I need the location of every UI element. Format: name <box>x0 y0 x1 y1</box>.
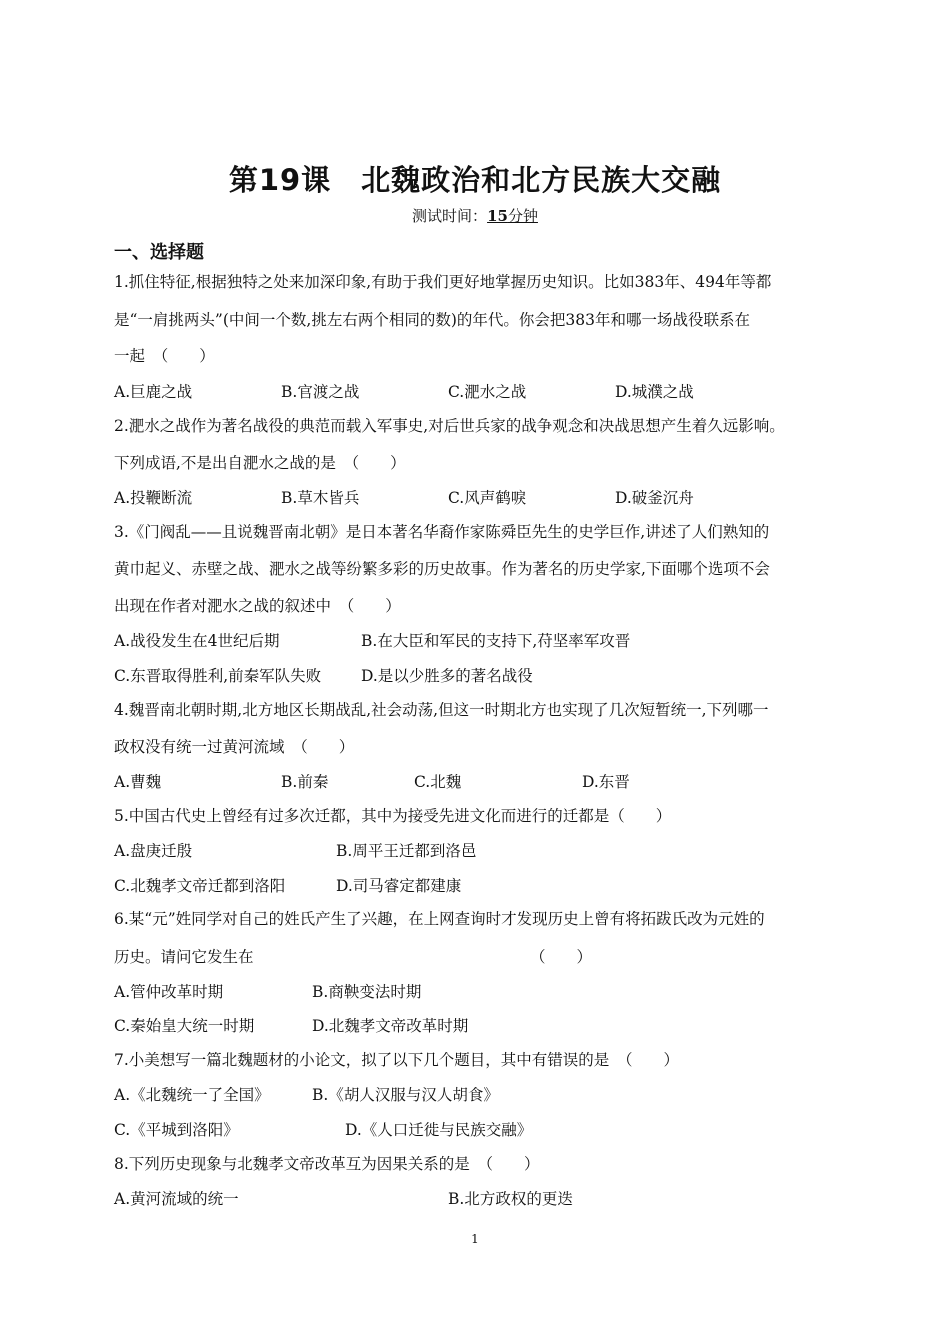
question-1-option-c: C.淝水之战 <box>448 383 527 401</box>
question-8-option-a: A.黄河流域的统一 <box>114 1190 239 1208</box>
time-label: 测试时间： <box>412 207 488 225</box>
question-4-line-1: 4.魏晋南北朝时期,北方地区长期战乱,社会动荡,但这一时期北方也实现了几次短暂统一,下列哪一 <box>114 701 769 719</box>
question-8-option-b: B.北方政权的更迭 <box>448 1190 573 1208</box>
question-4-option-d: D.东晋 <box>582 773 630 791</box>
question-2-option-c: C.风声鹤唳 <box>448 489 527 507</box>
question-7-option-b: B.《胡人汉服与汉人胡食》 <box>312 1086 499 1104</box>
page-title: 第19课 北魏政治和北方民族大交融 <box>228 163 722 197</box>
question-5-option-a: A.盘庚迁殷 <box>114 842 193 860</box>
question-6-line-1: 6.某“元”姓同学对自己的姓氏产生了兴趣，在上网查询时才发现历史上曾有将拓跋氏改为元姓的 <box>114 910 765 928</box>
question-7-line-1: 7.小美想写一篇北魏题材的小论文，拟了以下几个题目，其中有错误的是 （ ） <box>114 1051 680 1069</box>
question-6-option-b: B.商鞅变法时期 <box>312 983 422 1001</box>
time-value: 15 <box>487 207 508 225</box>
question-1-line-1: 1.抓住特征,根据独特之处来加深印象,有助于我们更好地掌握历史知识。比如383年、494年等都 <box>114 273 772 291</box>
question-1-option-a: A.巨鹿之战 <box>114 383 193 401</box>
question-4-option-c: C.北魏 <box>414 773 462 791</box>
question-6-option-d: D.北魏孝文帝改革时期 <box>312 1017 469 1035</box>
question-5-option-d: D.司马睿定都建康 <box>336 877 462 895</box>
question-1-line-3: 一起 （ ） <box>114 347 215 365</box>
question-7-option-d: D.《人口迁徙与民族交融》 <box>345 1121 533 1139</box>
question-6-option-a: A.管仲改革时期 <box>114 983 224 1001</box>
question-7-option-c: C.《平城到洛阳》 <box>114 1121 239 1139</box>
question-2-line-1: 2.淝水之战作为著名战役的典范而载入军事史,对后世兵家的战争观念和决战思想产生着久远影响。 <box>114 417 785 435</box>
question-7-option-a: A.《北魏统一了全国》 <box>114 1086 270 1104</box>
time-unit: 分钟 <box>507 207 538 225</box>
question-3-line-2: 黄巾起义、赤壁之战、淝水之战等纷繁多彩的历史故事。作为著名的历史学家,下面哪个选项不会 <box>114 560 770 578</box>
question-5-option-c: C.北魏孝文帝迁都到洛阳 <box>114 877 286 895</box>
question-1-line-2: 是“一肩挑两头”(中间一个数,挑左右两个相同的数)的年代。你会把383年和哪一场战役联系在 <box>114 311 750 329</box>
question-3-option-d: D.是以少胜多的著名战役 <box>361 667 533 685</box>
question-4-option-b: B.前秦 <box>281 773 329 791</box>
question-2-option-a: A.投鞭断流 <box>114 489 193 507</box>
question-2-option-d: D.破釜沉舟 <box>615 489 694 507</box>
question-3-line-1: 3.《门阀乱——且说魏晋南北朝》是日本著名华裔作家陈舜臣先生的史学巨作,讲述了人们熟知的 <box>114 523 770 541</box>
question-6-option-c: C.秦始皇大统一时期 <box>114 1017 255 1035</box>
question-2-line-2: 下列成语,不是出自淝水之战的是 （ ） <box>114 454 406 472</box>
question-4-line-2: 政权没有统一过黄河流域 （ ） <box>114 738 355 756</box>
page-number: 1 <box>471 1232 479 1246</box>
question-3-line-3: 出现在作者对淝水之战的叙述中 （ ） <box>114 597 401 615</box>
question-2-option-b: B.草木皆兵 <box>281 489 360 507</box>
question-5-line-1: 5.中国古代史上曾经有过多次迁都，其中为接受先进文化而进行的迁都是（ ） <box>114 807 672 825</box>
question-3-option-a: A.战役发生在4世纪后期 <box>114 632 280 650</box>
question-1-option-b: B.官渡之战 <box>281 383 360 401</box>
question-4-option-a: A.曹魏 <box>114 773 162 791</box>
question-6-line-2: 历史。请问它发生在 <box>114 948 254 966</box>
section-title: 一、选择题 <box>114 242 204 263</box>
question-5-option-b: B.周平王迁都到洛邑 <box>336 842 477 860</box>
question-8-line-1: 8.下列历史现象与北魏孝文帝改革互为因果关系的是 （ ） <box>114 1155 540 1173</box>
test-duration <box>0 205 950 226</box>
question-1-option-d: D.城濮之战 <box>615 383 694 401</box>
question-6-answer-blank: （ ） <box>530 948 593 966</box>
question-3-option-c: C.东晋取得胜利,前秦军队失败 <box>114 667 322 685</box>
question-3-option-b: B.在大臣和军民的支持下,苻坚率军攻晋 <box>361 632 631 650</box>
